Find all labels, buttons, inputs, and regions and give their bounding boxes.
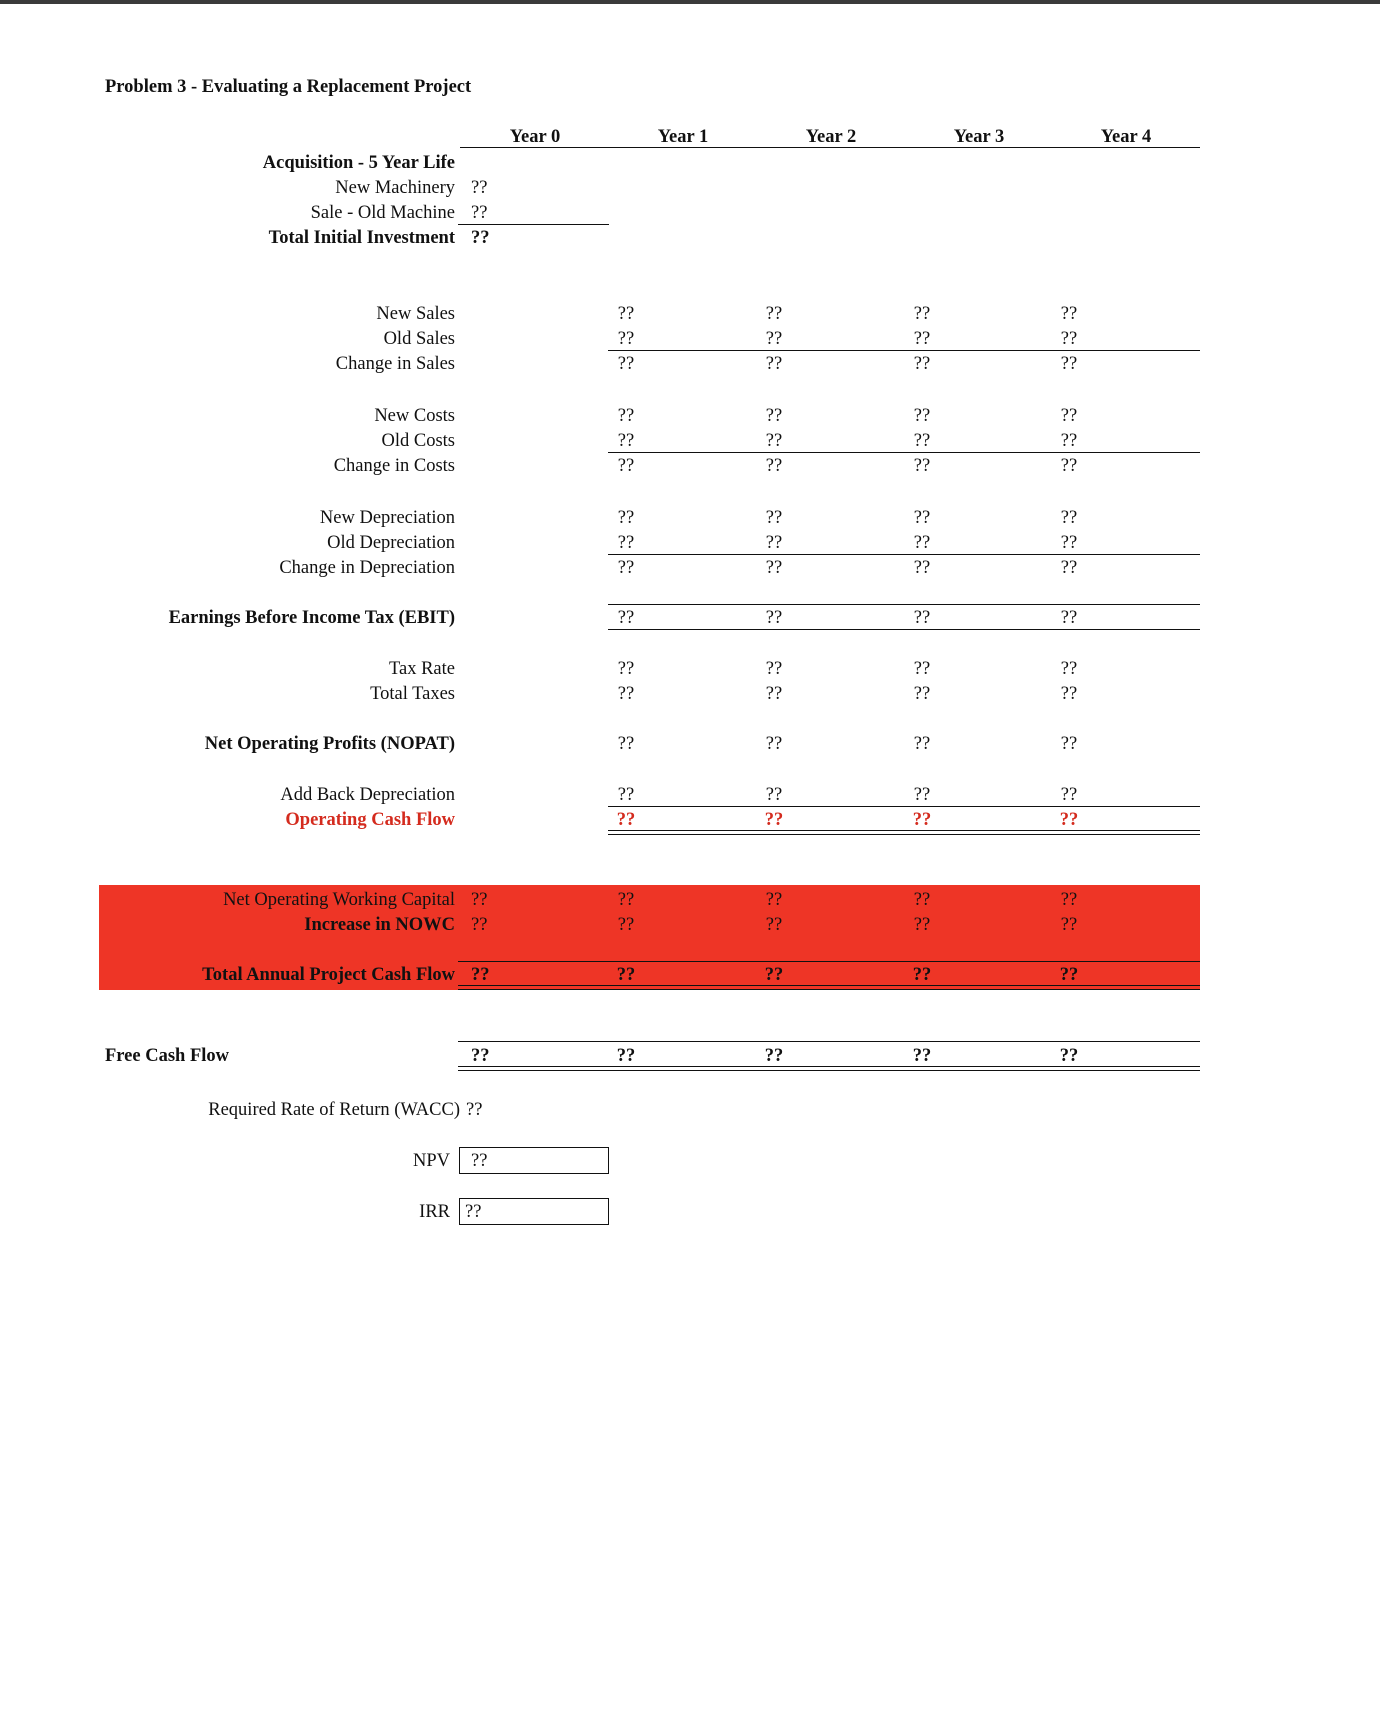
new-machinery-label: New Machinery bbox=[335, 178, 455, 198]
increase-nowc-y3: ?? bbox=[913, 915, 931, 935]
nowc-y1: ?? bbox=[617, 890, 635, 910]
header-year-3: Year 3 bbox=[953, 127, 1005, 147]
page-title: Problem 3 - Evaluating a Replacement Project bbox=[105, 77, 472, 97]
irr-label: IRR bbox=[419, 1202, 450, 1222]
ebit-y1: ?? bbox=[617, 608, 635, 628]
old-costs-y4: ?? bbox=[1060, 431, 1078, 451]
total-cash-flow-double-rule bbox=[458, 985, 1200, 990]
nopat-y3: ?? bbox=[913, 734, 931, 754]
change-in-depreciation-y1: ?? bbox=[617, 558, 635, 578]
irr-cell[interactable] bbox=[459, 1198, 609, 1225]
wacc-value: ?? bbox=[466, 1100, 483, 1120]
increase-nowc-label: Increase in NOWC bbox=[304, 915, 455, 935]
tax-rate-y4: ?? bbox=[1060, 659, 1078, 679]
nowc-y3: ?? bbox=[913, 890, 931, 910]
new-costs-y4: ?? bbox=[1060, 406, 1078, 426]
increase-nowc-y1: ?? bbox=[617, 915, 635, 935]
old-sales-y2: ?? bbox=[765, 329, 783, 349]
total-cash-flow-top-rule bbox=[458, 961, 1200, 962]
total-taxes-y1: ?? bbox=[617, 684, 635, 704]
tax-rate-y2: ?? bbox=[765, 659, 783, 679]
ebit-top-rule bbox=[608, 604, 1200, 605]
npv-value: ?? bbox=[471, 1151, 488, 1171]
sale-old-machine-label: Sale - Old Machine bbox=[310, 203, 455, 223]
old-depreciation-y2: ?? bbox=[765, 533, 783, 553]
header-year-0: Year 0 bbox=[509, 127, 561, 147]
acquisition-heading: Acquisition - 5 Year Life bbox=[262, 153, 455, 173]
ebit-y3: ?? bbox=[913, 608, 931, 628]
change-in-depreciation-y3: ?? bbox=[913, 558, 931, 578]
ocf-top-rule bbox=[608, 806, 1200, 807]
total-taxes-y2: ?? bbox=[765, 684, 783, 704]
total-annual-cash-flow-y3: ?? bbox=[912, 965, 932, 985]
new-sales-y3: ?? bbox=[913, 304, 931, 324]
total-initial-investment-value: ?? bbox=[471, 228, 490, 248]
old-sales-y3: ?? bbox=[913, 329, 931, 349]
operating-cash-flow-y1: ?? bbox=[616, 810, 636, 830]
acquisition-rule bbox=[458, 224, 609, 225]
ebit-y4: ?? bbox=[1060, 608, 1078, 628]
npv-cell[interactable] bbox=[459, 1147, 609, 1174]
total-annual-cash-flow-label: Total Annual Project Cash Flow bbox=[202, 965, 455, 985]
total-initial-investment-label: Total Initial Investment bbox=[268, 228, 455, 248]
nopat-y1: ?? bbox=[617, 734, 635, 754]
old-sales-y1: ?? bbox=[617, 329, 635, 349]
new-depreciation-y3: ?? bbox=[913, 508, 931, 528]
new-depreciation-y4: ?? bbox=[1060, 508, 1078, 528]
change-in-costs-label: Change in Costs bbox=[333, 456, 455, 476]
new-costs-label: New Costs bbox=[374, 406, 455, 426]
tax-rate-label: Tax Rate bbox=[389, 659, 455, 679]
old-depreciation-y3: ?? bbox=[913, 533, 931, 553]
old-costs-y1: ?? bbox=[617, 431, 635, 451]
change-in-costs-y1: ?? bbox=[617, 456, 635, 476]
tax-rate-y1: ?? bbox=[617, 659, 635, 679]
costs-rule bbox=[608, 452, 1200, 453]
change-in-costs-y4: ?? bbox=[1060, 456, 1078, 476]
sale-old-machine-value: ?? bbox=[471, 203, 488, 223]
total-annual-cash-flow-y4: ?? bbox=[1059, 965, 1079, 985]
total-annual-cash-flow-y2: ?? bbox=[764, 965, 784, 985]
new-machinery-value: ?? bbox=[471, 178, 488, 198]
irr-value: ?? bbox=[465, 1202, 482, 1222]
header-year-1: Year 1 bbox=[657, 127, 709, 147]
increase-nowc-y4: ?? bbox=[1060, 915, 1078, 935]
old-sales-y4: ?? bbox=[1060, 329, 1078, 349]
new-depreciation-label: New Depreciation bbox=[319, 508, 455, 528]
total-annual-cash-flow-y1: ?? bbox=[616, 965, 636, 985]
add-back-depreciation-y2: ?? bbox=[765, 785, 783, 805]
free-cash-flow-y3: ?? bbox=[912, 1046, 932, 1066]
change-in-depreciation-y4: ?? bbox=[1060, 558, 1078, 578]
add-back-depreciation-y4: ?? bbox=[1060, 785, 1078, 805]
change-in-depreciation-y2: ?? bbox=[765, 558, 783, 578]
old-depreciation-y1: ?? bbox=[617, 533, 635, 553]
new-sales-y4: ?? bbox=[1060, 304, 1078, 324]
nopat-y2: ?? bbox=[765, 734, 783, 754]
depreciation-rule bbox=[608, 554, 1200, 555]
ebit-bottom-rule bbox=[608, 629, 1200, 630]
change-in-depreciation-label: Change in Depreciation bbox=[279, 558, 455, 578]
add-back-depreciation-y1: ?? bbox=[617, 785, 635, 805]
nowc-y4: ?? bbox=[1060, 890, 1078, 910]
total-annual-cash-flow-y0: ?? bbox=[471, 965, 490, 985]
nopat-label: Net Operating Profits (NOPAT) bbox=[204, 734, 455, 754]
free-cash-flow-top-rule bbox=[458, 1041, 1200, 1042]
new-depreciation-y2: ?? bbox=[765, 508, 783, 528]
old-sales-label: Old Sales bbox=[383, 329, 455, 349]
increase-nowc-y0: ?? bbox=[471, 915, 488, 935]
new-depreciation-y1: ?? bbox=[617, 508, 635, 528]
new-sales-y1: ?? bbox=[617, 304, 635, 324]
free-cash-flow-y2: ?? bbox=[764, 1046, 784, 1066]
ebit-label: Earnings Before Income Tax (EBIT) bbox=[168, 608, 455, 628]
change-in-sales-y1: ?? bbox=[617, 354, 635, 374]
old-costs-y2: ?? bbox=[765, 431, 783, 451]
new-sales-label: New Sales bbox=[376, 304, 455, 324]
change-in-sales-y3: ?? bbox=[913, 354, 931, 374]
wacc-label: Required Rate of Return (WACC) bbox=[208, 1100, 460, 1120]
change-in-costs-y3: ?? bbox=[913, 456, 931, 476]
new-costs-y2: ?? bbox=[765, 406, 783, 426]
change-in-sales-label: Change in Sales bbox=[335, 354, 455, 374]
operating-cash-flow-y3: ?? bbox=[912, 810, 932, 830]
free-cash-flow-y1: ?? bbox=[616, 1046, 636, 1066]
header-rule bbox=[460, 147, 1200, 148]
new-costs-y1: ?? bbox=[617, 406, 635, 426]
nowc-y0: ?? bbox=[471, 890, 488, 910]
new-costs-y3: ?? bbox=[913, 406, 931, 426]
free-cash-flow-label: Free Cash Flow bbox=[105, 1046, 229, 1066]
free-cash-flow-y0: ?? bbox=[471, 1046, 490, 1066]
total-taxes-y4: ?? bbox=[1060, 684, 1078, 704]
add-back-depreciation-y3: ?? bbox=[913, 785, 931, 805]
change-in-costs-y2: ?? bbox=[765, 456, 783, 476]
operating-cash-flow-y4: ?? bbox=[1059, 810, 1079, 830]
header-year-4: Year 4 bbox=[1100, 127, 1152, 147]
free-cash-flow-double-rule bbox=[458, 1066, 1200, 1071]
free-cash-flow-y4: ?? bbox=[1059, 1046, 1079, 1066]
npv-label: NPV bbox=[412, 1151, 450, 1171]
sales-rule bbox=[608, 350, 1200, 351]
increase-nowc-y2: ?? bbox=[765, 915, 783, 935]
old-depreciation-y4: ?? bbox=[1060, 533, 1078, 553]
add-back-depreciation-label: Add Back Depreciation bbox=[280, 785, 455, 805]
nopat-y4: ?? bbox=[1060, 734, 1078, 754]
old-depreciation-label: Old Depreciation bbox=[327, 533, 455, 553]
new-sales-y2: ?? bbox=[765, 304, 783, 324]
ocf-double-rule bbox=[608, 830, 1200, 835]
nowc-y2: ?? bbox=[765, 890, 783, 910]
operating-cash-flow-label: Operating Cash Flow bbox=[285, 810, 455, 830]
ebit-y2: ?? bbox=[765, 608, 783, 628]
old-costs-label: Old Costs bbox=[381, 431, 455, 451]
operating-cash-flow-y2: ?? bbox=[764, 810, 784, 830]
change-in-sales-y4: ?? bbox=[1060, 354, 1078, 374]
nowc-label: Net Operating Working Capital bbox=[223, 890, 455, 910]
old-costs-y3: ?? bbox=[913, 431, 931, 451]
total-taxes-y3: ?? bbox=[913, 684, 931, 704]
tax-rate-y3: ?? bbox=[913, 659, 931, 679]
total-taxes-label: Total Taxes bbox=[370, 684, 455, 704]
header-year-2: Year 2 bbox=[805, 127, 857, 147]
change-in-sales-y2: ?? bbox=[765, 354, 783, 374]
